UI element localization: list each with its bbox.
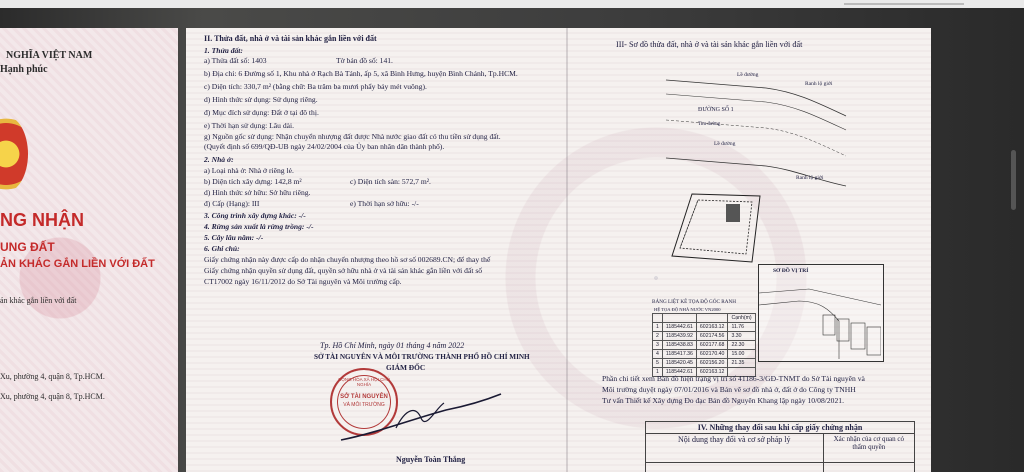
section-3-title: III- Sơ đồ thửa đất, nhà ở và tài sản khác gắn liền với đất: [616, 40, 803, 49]
national-emblem-icon: [0, 116, 28, 192]
table-row: [646, 434, 915, 463]
other-works: 3. Công trình xây dựng khác: -/-: [204, 211, 306, 220]
land-area: c) Diện tích: 330,7 m² (bằng chữ: Ba trăm ba mươi phẩy bảy mét vuông).: [204, 82, 427, 91]
build-area: b) Diện tích xây dựng: 142,8 m²: [204, 177, 302, 186]
signer-name: Nguyễn Toàn Thắng: [396, 455, 466, 464]
note-line-3: CT17002 ngày 16/11/2012 do Sở Tài nguyên và Môi trường cấp.: [204, 277, 402, 286]
land-heading: 1. Thửa đất:: [204, 46, 243, 55]
house-type: a) Loại nhà ở: Nhà ở riêng lẻ.: [204, 166, 294, 175]
parcel-plot: [668, 186, 778, 276]
ownership-term: e) Thời hạn sở hữu: -/-: [350, 199, 419, 208]
note-line-1: Giấy chứng nhận này được cấp do nhận chuyển nhượng theo hồ sơ số 002689.CN; để thay thế: [204, 255, 491, 264]
land-address: b) Địa chỉ: 6 Đường số 1, Khu nhà ở Rạch Bà Tánh, ấp 5, xã Bình Hưng, huyện Bình Chánh, Tp.HCM.: [204, 69, 518, 78]
road-name: ĐƯỜNG SỐ 1: [698, 107, 734, 113]
section-2-title: II. Thửa đất, nhà ở và tài sản khác gắn liền với đất: [204, 34, 377, 43]
diagram-note-1: Phần chi tiết xem Bản đồ hiện trạng vị trí số 41186-3/GĐ-TNMT do Sở Tài nguyên và: [602, 374, 865, 383]
coord-table-subtitle: HỆ TỌA ĐỘ NHÀ NƯỚC VN2000: [654, 307, 721, 312]
cover-country-line: NGHĨA VIỆT NAM: [6, 50, 93, 61]
cover-subtitle-2: ẢN KHÁC GẮN LIỀN VỚI ĐẤT: [0, 258, 155, 270]
coord-table-title: BẢNG LIỆT KÊ TỌA ĐỘ GÓC RANH: [652, 299, 736, 305]
right-scroll-handle[interactable]: [1011, 150, 1016, 210]
parcel-number: a) Thửa đất số: 1403: [204, 56, 267, 65]
road-center-label: Tim đường: [698, 122, 721, 127]
inset-title: SƠ ĐỒ VỊ TRÍ: [773, 268, 809, 274]
issuing-agency: SỞ TÀI NGUYÊN VÀ MÔI TRƯỜNG THÀNH PHỐ HỒ CHÍ MINH: [314, 353, 530, 361]
cover-address-line-1: Xu, phường 4, quận 8, Tp.HCM.: [0, 372, 105, 381]
table-row: [646, 422, 915, 434]
cover-motto-line: Hạnh phúc: [0, 64, 48, 75]
house-heading: 2. Nhà ở:: [204, 155, 234, 164]
cover-subtitle-1: UNG ĐẤT: [0, 240, 55, 254]
certificate-inner-page: [186, 28, 931, 472]
location-inset-map: [758, 264, 884, 362]
table-row: [653, 314, 756, 323]
changes-column-confirmation: Xác nhận của cơ quan có thẩm quyền: [823, 434, 914, 463]
notes-heading: 6. Ghi chú:: [204, 244, 240, 253]
table-row: 1 1185442.61 602163.12: [653, 368, 756, 377]
page-fold: [566, 28, 568, 472]
table-row: 3 1185438.83 602177.68 22.30: [653, 341, 756, 350]
edge-length-header: Cạnh(m): [728, 314, 755, 323]
changes-table: [645, 421, 915, 472]
official-seal: CỘNG HÒA XÃ HỘI CHỦ NGHĨA SỞ TÀI NGUYÊN VÀ MÔI TRƯỜNG: [330, 368, 398, 436]
ownership-form: d) Hình thức sở hữu: Sở hữu riêng.: [204, 188, 311, 197]
map-sheet-number: Tờ bản đồ số: 141.: [336, 56, 393, 65]
section-4-title: IV. Những thay đổi sau khi cấp giấy chứng nhận: [646, 422, 915, 434]
usage-origin: g) Nguồn gốc sử dụng: Nhận chuyển nhượng đất được Nhà nước giao đất có thu tiền sử dụng đất.: [204, 132, 501, 141]
changes-column-content: Nội dung thay đổi và cơ sở pháp lý: [646, 434, 824, 463]
certificate-cover-page: [0, 28, 178, 472]
diagram-note-3: Tư vấn Thiết kế Xây dựng Đo đạc Bản đồ Nguyên Khang lập ngày 10/08/2021.: [602, 396, 844, 405]
director-title: GIÁM ĐỐC: [386, 363, 426, 372]
road-edge-label-bottom: Lề đường: [714, 141, 736, 147]
signature: [336, 388, 506, 448]
table-row: 5 1185420.45 602156.20 21.35: [653, 359, 756, 368]
usage-form: d) Hình thức sử dụng: Sử dụng riêng.: [204, 95, 318, 104]
road-edge-label-top: Lề đường: [737, 72, 759, 78]
road-boundary-label-bottom: Ranh lộ giới: [796, 175, 824, 181]
inset-map-drawing: [759, 275, 881, 359]
diagram-note-2: Môi trường duyệt ngày 07/01/2016 và Bản vẽ sơ đồ nhà ở, đất ở do Công ty TNHH: [602, 385, 856, 394]
table-row: 4 1185417.36 602170.40 15.00: [653, 350, 756, 359]
table-row: 2 1185439.92 602174.56 3.30: [653, 332, 756, 341]
top-bar-line: [844, 3, 964, 5]
cover-assets-line: ản khác gắn liền với đất: [0, 296, 77, 305]
table-row: [646, 463, 915, 472]
usage-origin-note: (Quyết định số 699/QĐ-UB ngày 24/02/2004 của Ủy ban nhân dân thành phố).: [204, 142, 445, 151]
road-boundary-label-top: Ranh lộ giới: [805, 81, 833, 87]
note-line-2: Giấy chứng nhận quyền sử dụng đất, quyền sở hữu nhà ở và tài sản khác gắn liền với đất số: [204, 266, 483, 275]
coordinate-table: [652, 313, 756, 377]
cover-address-line-2: Xu, phường 4, quận 8, Tp.HCM.: [0, 392, 105, 401]
cover-title: NG NHẬN: [0, 210, 84, 230]
floor-area: c) Diện tích sàn: 572,7 m².: [350, 177, 431, 186]
issue-date: Tp. Hồ Chí Minh, ngày 01 tháng 4 năm 2022: [320, 341, 465, 350]
viewer-top-bar: [0, 0, 1024, 8]
table-row: 1 1185442.61 602163.12 11.76: [653, 323, 756, 332]
usage-purpose: đ) Mục đích sử dụng: Đất ở tại đô thị.: [204, 108, 319, 117]
house-grade: đ) Cấp (Hạng): III: [204, 199, 260, 208]
production-forest: 4. Rừng sản xuất là rừng trồng: -/-: [204, 222, 314, 231]
perennial-trees: 5. Cây lâu năm: -/-: [204, 233, 264, 242]
usage-term: e) Thời hạn sử dụng: Lâu dài.: [204, 121, 295, 130]
